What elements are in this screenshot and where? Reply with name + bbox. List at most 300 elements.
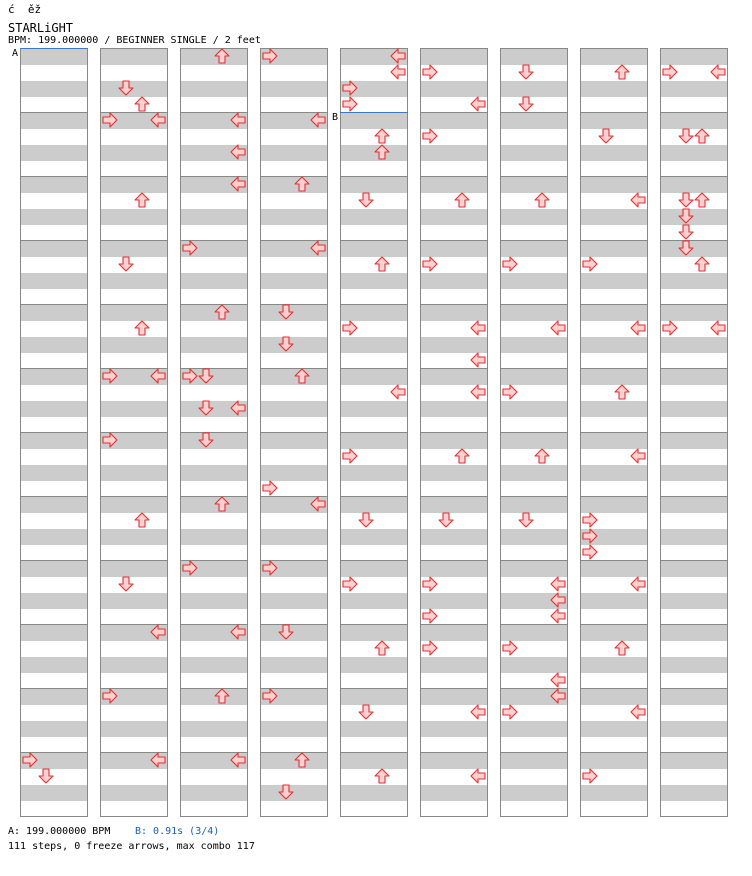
chart-column <box>420 48 488 817</box>
step-arrow-up-icon <box>374 640 390 656</box>
measure-line <box>661 304 727 305</box>
beat-band <box>581 177 647 193</box>
measure-line <box>341 432 407 433</box>
step-arrow-left-icon <box>502 640 518 656</box>
step-arrow-left-icon <box>102 112 118 128</box>
step-arrow-right-icon <box>310 240 326 256</box>
measure-line <box>421 240 487 241</box>
measure-line <box>421 176 487 177</box>
stop-line <box>340 112 408 113</box>
beat-band <box>181 721 247 737</box>
beat-band <box>421 337 487 353</box>
beat-band <box>501 529 567 545</box>
measure-line <box>581 176 647 177</box>
beat-band <box>661 337 727 353</box>
step-arrow-down-icon <box>678 240 694 256</box>
measure-line <box>581 432 647 433</box>
beat-band <box>341 241 407 257</box>
beat-band <box>341 177 407 193</box>
measure-line <box>421 432 487 433</box>
step-arrow-up-icon <box>374 144 390 160</box>
step-arrow-down-icon <box>278 336 294 352</box>
measure-line <box>101 496 167 497</box>
beat-band <box>581 369 647 385</box>
step-arrow-left-icon <box>182 560 198 576</box>
step-arrow-right-icon <box>390 48 406 64</box>
song-title: STARLiGHT <box>8 21 74 35</box>
step-arrow-right-icon <box>150 112 166 128</box>
step-arrow-left-icon <box>422 256 438 272</box>
measure-line <box>341 624 407 625</box>
beat-band <box>661 593 727 609</box>
measure-line <box>501 624 567 625</box>
bpm-marker-a: A <box>12 48 19 59</box>
beat-band <box>581 689 647 705</box>
step-arrow-up-icon <box>294 752 310 768</box>
beat-band <box>421 241 487 257</box>
step-arrow-right-icon <box>630 320 646 336</box>
beat-band <box>21 785 87 801</box>
step-arrow-up-icon <box>454 192 470 208</box>
measure-line <box>21 432 87 433</box>
beat-band <box>421 177 487 193</box>
step-arrow-down-icon <box>518 512 534 528</box>
beat-band <box>101 497 167 513</box>
measure-line <box>101 304 167 305</box>
beat-band <box>21 433 87 449</box>
step-arrow-up-icon <box>374 256 390 272</box>
step-arrow-down-icon <box>278 304 294 320</box>
beat-band <box>261 593 327 609</box>
chart-column <box>340 48 408 817</box>
measure-line <box>21 176 87 177</box>
beat-band <box>661 369 727 385</box>
beat-band <box>341 465 407 481</box>
beat-band <box>261 145 327 161</box>
beat-band <box>501 49 567 65</box>
beat-band <box>421 81 487 97</box>
measure-line <box>101 240 167 241</box>
beat-band <box>101 657 167 673</box>
beat-band <box>21 241 87 257</box>
beat-band <box>341 401 407 417</box>
step-arrow-right-icon <box>230 752 246 768</box>
beat-band <box>21 689 87 705</box>
measure-line <box>421 496 487 497</box>
step-arrow-up-icon <box>614 64 630 80</box>
step-arrow-left-icon <box>262 48 278 64</box>
beat-band <box>341 721 407 737</box>
step-arrow-down-icon <box>118 576 134 592</box>
beat-band <box>341 657 407 673</box>
step-arrow-down-icon <box>198 368 214 384</box>
beat-band <box>501 753 567 769</box>
beat-band <box>421 401 487 417</box>
measure-line <box>21 240 87 241</box>
beat-band <box>261 305 327 321</box>
step-arrow-up-icon <box>454 448 470 464</box>
step-arrow-left-icon <box>342 576 358 592</box>
beat-band <box>181 81 247 97</box>
beat-band <box>661 209 727 225</box>
beat-band <box>661 273 727 289</box>
beat-band <box>581 145 647 161</box>
step-arrow-right-icon <box>710 320 726 336</box>
beat-band <box>421 209 487 225</box>
beat-band <box>101 273 167 289</box>
beat-band <box>501 273 567 289</box>
beat-band <box>501 785 567 801</box>
beat-band <box>341 785 407 801</box>
beat-band <box>421 593 487 609</box>
measure-line <box>661 240 727 241</box>
step-arrow-right-icon <box>550 576 566 592</box>
beat-band <box>101 529 167 545</box>
step-arrow-up-icon <box>534 192 550 208</box>
beat-band <box>341 625 407 641</box>
beat-band <box>501 401 567 417</box>
step-arrow-right-icon <box>150 624 166 640</box>
chart-stats: 111 steps, 0 freeze arrows, max combo 117 <box>8 841 255 852</box>
beat-band <box>341 689 407 705</box>
beat-band <box>21 305 87 321</box>
beat-band <box>21 113 87 129</box>
step-arrow-up-icon <box>534 448 550 464</box>
beat-band <box>581 81 647 97</box>
beat-band <box>21 401 87 417</box>
measure-line <box>21 304 87 305</box>
beat-band <box>21 177 87 193</box>
step-arrow-down-icon <box>278 624 294 640</box>
measure-line <box>421 304 487 305</box>
beat-band <box>581 561 647 577</box>
beat-band <box>421 305 487 321</box>
beat-band <box>501 209 567 225</box>
beat-band <box>661 49 727 65</box>
beat-band <box>581 305 647 321</box>
step-arrow-right-icon <box>470 384 486 400</box>
beat-band <box>101 465 167 481</box>
stop-info: B: 0.91s (3/4) <box>135 826 220 837</box>
beat-band <box>581 721 647 737</box>
measure-line <box>501 496 567 497</box>
measure-line <box>501 240 567 241</box>
measure-line <box>341 176 407 177</box>
measure-line <box>261 304 327 305</box>
step-arrow-down-icon <box>518 96 534 112</box>
measure-line <box>421 112 487 113</box>
chart-column <box>20 48 88 817</box>
step-arrow-down-icon <box>198 400 214 416</box>
step-arrow-down-icon <box>358 704 374 720</box>
beat-band <box>421 753 487 769</box>
step-arrow-down-icon <box>118 80 134 96</box>
measure-line <box>501 112 567 113</box>
step-arrow-left-icon <box>422 608 438 624</box>
beat-band <box>21 657 87 673</box>
beat-band <box>261 625 327 641</box>
step-arrow-left-icon <box>342 320 358 336</box>
beat-band <box>21 49 87 65</box>
beat-band <box>581 433 647 449</box>
measure-line <box>501 560 567 561</box>
beat-band <box>21 465 87 481</box>
step-arrow-left-icon <box>22 752 38 768</box>
beat-band <box>341 529 407 545</box>
measure-line <box>21 560 87 561</box>
beat-band <box>581 785 647 801</box>
measure-line <box>421 624 487 625</box>
step-arrow-right-icon <box>230 112 246 128</box>
step-arrow-up-icon <box>134 320 150 336</box>
measure-line <box>341 752 407 753</box>
beat-band <box>181 337 247 353</box>
step-arrow-right-icon <box>390 64 406 80</box>
measure-line <box>581 496 647 497</box>
step-arrow-down-icon <box>678 128 694 144</box>
step-arrow-up-icon <box>134 512 150 528</box>
measure-line <box>421 368 487 369</box>
measure-line <box>21 496 87 497</box>
beat-band <box>181 433 247 449</box>
beat-band <box>341 113 407 129</box>
step-arrow-up-icon <box>694 128 710 144</box>
measure-line <box>21 368 87 369</box>
step-arrow-right-icon <box>630 192 646 208</box>
measure-line <box>21 624 87 625</box>
step-arrow-right-icon <box>310 496 326 512</box>
beat-band <box>421 625 487 641</box>
measure-line <box>581 240 647 241</box>
measure-line <box>581 688 647 689</box>
bpm-marker-b: B <box>332 112 339 123</box>
measure-line <box>581 624 647 625</box>
beat-band <box>181 529 247 545</box>
beat-band <box>261 529 327 545</box>
beat-band <box>261 785 327 801</box>
beat-band <box>261 721 327 737</box>
beat-band <box>101 241 167 257</box>
beat-band <box>261 465 327 481</box>
measure-line <box>661 112 727 113</box>
beat-band <box>181 785 247 801</box>
measure-line <box>501 752 567 753</box>
measure-line <box>341 496 407 497</box>
beat-band <box>501 369 567 385</box>
measure-line <box>261 432 327 433</box>
step-arrow-left-icon <box>102 368 118 384</box>
beat-band <box>181 209 247 225</box>
step-arrow-left-icon <box>422 64 438 80</box>
step-arrow-left-icon <box>662 320 678 336</box>
step-arrow-up-icon <box>694 256 710 272</box>
step-arrow-up-icon <box>294 368 310 384</box>
beat-band <box>101 401 167 417</box>
measure-line <box>341 688 407 689</box>
step-arrow-up-icon <box>134 96 150 112</box>
step-arrow-left-icon <box>502 704 518 720</box>
beat-band <box>421 657 487 673</box>
beat-band <box>421 433 487 449</box>
beat-band <box>581 49 647 65</box>
step-arrow-up-icon <box>214 496 230 512</box>
beat-band <box>421 465 487 481</box>
beat-band <box>101 337 167 353</box>
chart-meta: BPM: 199.000000 / BEGINNER SINGLE / 2 feet <box>8 35 261 46</box>
beat-band <box>421 145 487 161</box>
measure-line <box>341 560 407 561</box>
beat-band <box>101 177 167 193</box>
step-arrow-right-icon <box>230 400 246 416</box>
beat-band <box>421 113 487 129</box>
measure-line <box>661 176 727 177</box>
beat-band <box>101 561 167 577</box>
beat-band <box>661 241 727 257</box>
beat-band <box>101 209 167 225</box>
beat-band <box>261 81 327 97</box>
measure-line <box>501 176 567 177</box>
beat-band <box>421 49 487 65</box>
beat-band <box>501 145 567 161</box>
beat-band <box>501 657 567 673</box>
beat-band <box>21 721 87 737</box>
bpm-change-line <box>20 48 88 49</box>
step-arrow-right-icon <box>710 64 726 80</box>
step-arrow-up-icon <box>614 640 630 656</box>
beat-band <box>581 337 647 353</box>
measure-line <box>501 368 567 369</box>
chart-column <box>580 48 648 817</box>
step-arrow-right-icon <box>230 624 246 640</box>
measure-line <box>661 496 727 497</box>
beat-band <box>181 657 247 673</box>
step-arrow-right-icon <box>230 144 246 160</box>
beat-band <box>501 241 567 257</box>
beat-band <box>661 657 727 673</box>
beat-band <box>341 337 407 353</box>
step-arrow-up-icon <box>374 768 390 784</box>
beat-band <box>261 433 327 449</box>
beat-band <box>581 625 647 641</box>
beat-band <box>581 465 647 481</box>
step-arrow-down-icon <box>518 64 534 80</box>
chart-column <box>660 48 728 817</box>
measure-line <box>661 368 727 369</box>
beat-band <box>501 465 567 481</box>
beat-band <box>21 145 87 161</box>
beat-band <box>661 145 727 161</box>
beat-band <box>341 369 407 385</box>
step-arrow-left-icon <box>342 96 358 112</box>
measure-line <box>421 752 487 753</box>
beat-band <box>581 497 647 513</box>
step-arrow-left-icon <box>582 544 598 560</box>
beat-band <box>581 273 647 289</box>
beat-band <box>341 561 407 577</box>
beat-band <box>581 113 647 129</box>
measure-line <box>341 368 407 369</box>
beat-band <box>661 625 727 641</box>
beat-band <box>661 721 727 737</box>
beat-band <box>21 561 87 577</box>
beat-band <box>21 273 87 289</box>
step-arrow-left-icon <box>102 688 118 704</box>
step-arrow-right-icon <box>150 368 166 384</box>
measure-line <box>501 304 567 305</box>
measure-line <box>501 432 567 433</box>
beat-band <box>661 113 727 129</box>
beat-band <box>261 273 327 289</box>
step-arrow-right-icon <box>470 768 486 784</box>
step-arrow-down-icon <box>38 768 54 784</box>
beat-band <box>661 81 727 97</box>
beat-band <box>501 433 567 449</box>
step-arrow-left-icon <box>582 256 598 272</box>
step-arrow-left-icon <box>262 560 278 576</box>
step-arrow-left-icon <box>422 640 438 656</box>
measure-line <box>581 752 647 753</box>
measure-line <box>341 240 407 241</box>
beat-band <box>661 753 727 769</box>
measure-line <box>261 624 327 625</box>
measure-line <box>581 368 647 369</box>
beat-band <box>261 401 327 417</box>
beat-band <box>661 177 727 193</box>
beat-band <box>501 305 567 321</box>
step-arrow-up-icon <box>214 304 230 320</box>
beat-band <box>661 561 727 577</box>
beat-band <box>21 593 87 609</box>
beat-band <box>501 177 567 193</box>
beat-band <box>21 497 87 513</box>
measure-line <box>421 560 487 561</box>
beat-band <box>501 561 567 577</box>
beat-band <box>581 209 647 225</box>
step-arrow-left-icon <box>422 128 438 144</box>
step-arrow-right-icon <box>310 112 326 128</box>
step-arrow-left-icon <box>182 368 198 384</box>
beat-band <box>341 593 407 609</box>
beat-band <box>421 273 487 289</box>
beat-band <box>341 209 407 225</box>
step-arrow-right-icon <box>630 704 646 720</box>
step-arrow-left-icon <box>102 432 118 448</box>
measure-line <box>421 688 487 689</box>
beat-band <box>21 529 87 545</box>
beat-band <box>341 305 407 321</box>
measure-line <box>581 112 647 113</box>
beat-band <box>581 401 647 417</box>
step-arrow-left-icon <box>262 688 278 704</box>
beat-band <box>581 753 647 769</box>
step-arrow-right-icon <box>470 352 486 368</box>
step-arrow-left-icon <box>582 768 598 784</box>
beat-band <box>181 593 247 609</box>
step-arrow-left-icon <box>422 576 438 592</box>
step-arrow-left-icon <box>182 240 198 256</box>
measure-line <box>581 560 647 561</box>
beat-band <box>261 209 327 225</box>
beat-band <box>101 145 167 161</box>
beat-band <box>661 305 727 321</box>
step-arrow-left-icon <box>502 256 518 272</box>
measure-line <box>181 432 247 433</box>
step-arrow-down-icon <box>438 512 454 528</box>
step-arrow-right-icon <box>470 320 486 336</box>
step-arrow-right-icon <box>470 704 486 720</box>
beat-band <box>661 497 727 513</box>
beat-band <box>21 369 87 385</box>
